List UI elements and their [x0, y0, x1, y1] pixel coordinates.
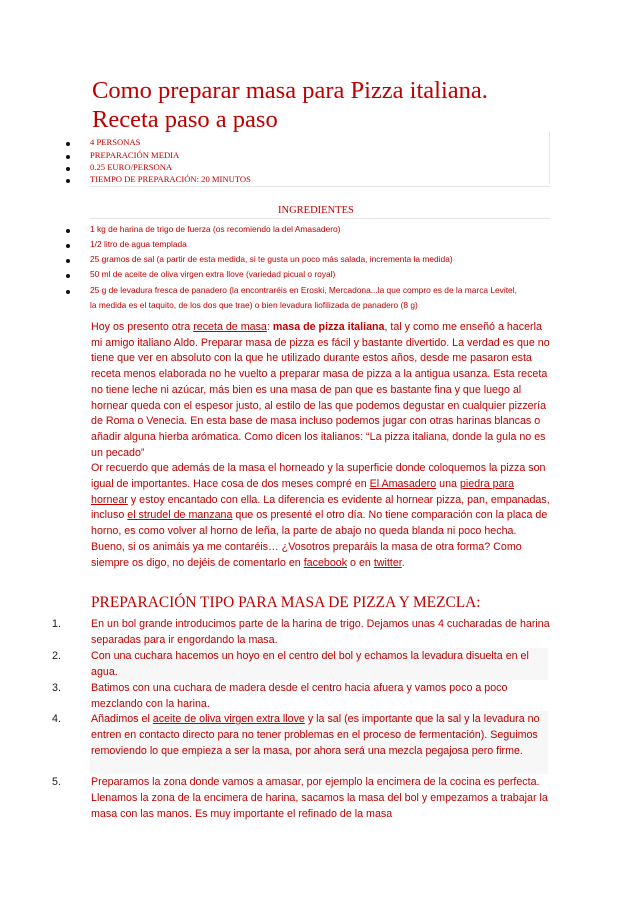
- text: una: [436, 478, 460, 491]
- link-amasadero[interactable]: El Amasadero: [369, 478, 437, 491]
- text: Or recuerdo que además de la masa el horneado y la superficie donde coloquemos la pizza son igual de importantes. Hace cosa de dos meses compré en: [91, 462, 546, 491]
- text: Añadimos el: [91, 713, 153, 725]
- divider: [549, 132, 550, 184]
- step-number: 1.: [52, 618, 61, 630]
- text: que os presenté el otro día. No tiene comparación con la placa de horno, es como volver al horno de leña, la parte de abajo no queda blanda ni poco hecha. Bueno, si os animáis ya me contaréis… ¿Vosotros preparáis la masa de otra forma? Como siempre os digo, no dejéis de comentarlo en: [91, 509, 548, 569]
- ingredient-item: 25 g de levadura fresca de panadero (la encontraréis en Eroski, Mercadona...la que compro es de la marca Levitel,: [90, 285, 517, 295]
- emphasis: masa de pizza italiana: [272, 321, 385, 333]
- step-text: En un bol grande introducimos parte de la harina de trigo. Dejamos unas 4 cucharadas de harina separadas para ir engordando la masa.: [91, 618, 550, 646]
- bullet: [66, 290, 70, 294]
- text: y la sal (es importante que la sal y la levadura no entren en contacto directo para no tener problemas en el proceso de fermentación). Seguimos removiendo lo que empieza a ser la masa, por ahora será una mezcla pegajosa pero firme.: [91, 713, 540, 757]
- ingredient-item: 1 kg de harina de trigo de fuerza (os recomiendo la del Amasadero): [90, 224, 341, 234]
- text: y estoy encantado con ella. La diferencia es evidente al hornear pizza, pan, empanadas, incluso: [91, 493, 550, 522]
- bullet: [66, 259, 70, 263]
- text: , tal y como me enseñó a hacerla mi amigo italiano Aldo. Preparar masa de pizza es fácil y bastante divertido. La verdad es que no tiene que ver en absoluto con la que he utilizado durante estos años, desde me pasaron esta receta menos elaborada no he vuelto a preparar masa de pizza a la antigua usanza. Esta receta no tiene leche ni azúcar, más bien es una masa de pan que es bastante fina y que luego al hornear queda con el espesor justo, al estilo de las que podemos degustar en cualquier pizzería de Roma o Venecia. En esta base de masa incluso podemos jugar con otras harinas blancas o añadir alguna hierba arómatica. Como dicen los italianos: “La pizza italiana, donde la gula no es un pecado”: [91, 321, 550, 459]
- preparation-heading: PREPARACIÓN TIPO PARA MASA DE PIZZA Y MEZCLA:: [91, 594, 481, 611]
- divider: [90, 186, 550, 187]
- bullet: [66, 142, 70, 146]
- text: o en: [347, 556, 374, 569]
- page-title: Como preparar masa para Pizza italiana. Receta paso a paso: [92, 77, 488, 133]
- ingredient-item: 50 ml de aceite de oliva virgen extra llove (variedad picual o royal): [90, 269, 336, 279]
- ingredient-item-continued: la medida es el taquito, de los dos que trae) o bien levadura liofilizada de panadero (8 g): [90, 300, 418, 310]
- divider: [90, 218, 550, 219]
- ingredients-heading: INGREDIENTES: [278, 205, 354, 216]
- link-strudel[interactable]: el strudel de manzana: [127, 509, 233, 522]
- bullet: [66, 167, 70, 171]
- bullet: [66, 179, 70, 183]
- bullet: [66, 274, 70, 278]
- step-text: Batimos con una cuchara de madera desde el centro hacia afuera y vamos poco a poco mezclando con la harina.: [91, 682, 508, 710]
- text: :: [266, 321, 273, 333]
- text: Hoy os presento otra: [91, 321, 194, 333]
- bullet: [66, 244, 70, 248]
- text: .: [401, 556, 405, 569]
- link-facebook[interactable]: facebook: [303, 556, 348, 569]
- step-text: Preparamos la zona donde vamos a amasar, por ejemplo la encimera de la cocina es perfecta. Llenamos la zona de la encimera de harina, sacamos la masa del bol y empezamos a trabajar la masa con las manos. Es muy importante el refinado de la masa: [91, 776, 548, 820]
- step-text: [91, 712, 551, 759]
- link-aceite-oliva[interactable]: aceite de oliva virgen extra llove: [152, 713, 305, 725]
- step-number: 2.: [52, 650, 61, 662]
- link-twitter[interactable]: twitter: [373, 556, 402, 569]
- meta-difficulty: PREPARACIÓN MEDIA: [90, 150, 180, 160]
- meta-servings: 4 PERSONAS: [90, 137, 141, 147]
- step-text: Con una cuchara hacemos un hoyo en el centro del bol y echamos la levadura disuelta en el agua.: [91, 650, 529, 678]
- step-number: 4.: [52, 713, 61, 725]
- link-receta-de-masa[interactable]: receta de masa: [193, 321, 267, 333]
- intro-paragraph: [91, 320, 551, 571]
- link-piedra-para-hornear[interactable]: piedra para hornear: [91, 478, 515, 506]
- step-number: 5.: [52, 776, 61, 788]
- step-number: 3.: [52, 682, 61, 694]
- meta-cost: 0.25 EURO/PERSONA: [90, 162, 173, 172]
- bullet: [66, 155, 70, 159]
- ingredient-item: 25 gramos de sal (a partir de esta medida, si te gusta un poco más salada, incrementa la medida): [90, 254, 453, 264]
- meta-time: TIEMPO DE PREPARACIÓN: 20 MINUTOS: [90, 174, 251, 184]
- bullet: [66, 229, 70, 233]
- ingredient-item: 1/2 litro de agua templada: [90, 239, 187, 249]
